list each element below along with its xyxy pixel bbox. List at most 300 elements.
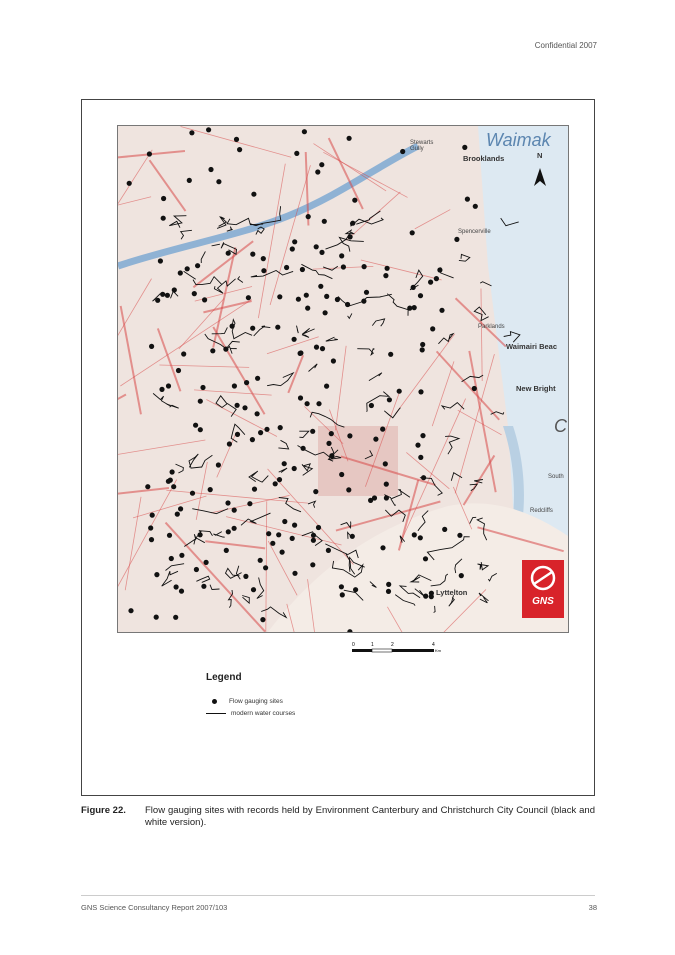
gauging-site-marker xyxy=(430,326,435,331)
label-stewarts-gully: Stewarts Gully xyxy=(410,140,434,152)
gauging-site-marker xyxy=(160,292,165,297)
gauging-site-marker xyxy=(411,285,416,290)
gauging-site-marker xyxy=(250,326,255,331)
gauging-site-marker xyxy=(250,437,255,442)
gauging-site-marker xyxy=(380,545,385,550)
water-course xyxy=(278,440,288,449)
gauging-site-marker xyxy=(170,469,175,474)
footer-divider xyxy=(81,895,595,896)
water-course xyxy=(326,337,338,341)
label-spencerville: Spencerville xyxy=(458,229,491,235)
gauging-site-marker xyxy=(223,347,228,352)
gauging-site-marker xyxy=(310,562,315,567)
gauging-site-marker xyxy=(127,181,132,186)
gauging-site-marker xyxy=(176,368,181,373)
gauging-site-marker xyxy=(216,179,221,184)
scale-unit: Km xyxy=(435,648,441,653)
gauging-site-marker xyxy=(225,500,230,505)
scale-bar xyxy=(352,639,442,657)
gauging-site-marker xyxy=(331,358,336,363)
gauging-site-marker xyxy=(294,151,299,156)
gauging-site-marker xyxy=(251,587,256,592)
gauging-site-marker xyxy=(261,268,266,273)
confidential-label: Confidential 2007 xyxy=(534,41,597,50)
gauging-site-marker xyxy=(292,466,297,471)
gauging-site-marker xyxy=(242,405,247,410)
water-course xyxy=(302,328,315,337)
gauging-site-marker xyxy=(296,297,301,302)
water-course xyxy=(339,237,363,251)
gauging-site-marker xyxy=(305,401,310,406)
gauging-site-marker xyxy=(362,264,367,269)
gauging-site-marker xyxy=(244,380,249,385)
gauging-site-marker xyxy=(311,533,316,538)
gauging-site-marker xyxy=(352,198,357,203)
gauging-site-marker xyxy=(234,137,239,142)
gauging-site-marker xyxy=(473,204,478,209)
road-segment xyxy=(203,301,251,312)
gauging-site-marker xyxy=(292,337,297,342)
gauging-site-marker xyxy=(179,553,184,558)
gauging-site-marker xyxy=(326,548,331,553)
gauging-site-marker xyxy=(224,548,229,553)
water-course xyxy=(462,375,484,382)
water-course xyxy=(350,218,383,226)
road-segment xyxy=(415,210,450,229)
gauging-site-marker xyxy=(326,441,331,446)
gauging-site-marker xyxy=(290,246,295,251)
water-course xyxy=(257,578,264,599)
gauging-site-marker xyxy=(189,130,194,135)
gauging-site-marker xyxy=(373,437,378,442)
gauging-site-marker xyxy=(201,584,206,589)
label-parklands: Parklands xyxy=(478,324,505,330)
gauging-site-marker xyxy=(165,293,170,298)
gauging-site-marker xyxy=(187,178,192,183)
gauging-site-marker xyxy=(161,216,166,221)
label-north: N xyxy=(537,151,543,160)
water-course xyxy=(254,326,271,336)
gauging-site-marker xyxy=(154,615,159,620)
gauging-site-marker xyxy=(302,129,307,134)
water-course xyxy=(459,254,470,261)
gauging-site-marker xyxy=(347,433,352,438)
road-segment xyxy=(361,260,442,280)
gauging-site-marker xyxy=(420,342,425,347)
water-course xyxy=(249,471,268,482)
water-course xyxy=(387,294,408,316)
water-course xyxy=(189,454,202,468)
legend-item-water-courses xyxy=(206,707,386,719)
gauging-site-marker xyxy=(280,550,285,555)
gauging-site-marker xyxy=(412,532,417,537)
water-course xyxy=(238,276,243,282)
dot-icon xyxy=(212,699,217,704)
gauging-site-marker xyxy=(284,265,289,270)
gauging-site-marker xyxy=(210,348,215,353)
road-segment xyxy=(432,361,454,426)
gauging-site-marker xyxy=(298,351,303,356)
water-course xyxy=(196,576,209,582)
gauging-site-marker xyxy=(385,266,390,271)
gauging-site-marker xyxy=(235,432,240,437)
road-segment xyxy=(268,541,297,595)
gauging-site-marker xyxy=(260,617,265,622)
gauging-site-marker xyxy=(169,556,174,561)
scale-tick-2: 2 xyxy=(391,642,394,648)
gauging-site-marker xyxy=(350,221,355,226)
legend-item-gauging-sites xyxy=(206,695,386,707)
water-course xyxy=(299,431,309,437)
gauging-site-marker xyxy=(454,237,459,242)
gauging-site-marker xyxy=(384,495,389,500)
gauging-site-marker xyxy=(175,512,180,517)
caption-label: Figure 22. xyxy=(81,805,126,816)
water-course xyxy=(181,230,192,239)
label-new-brighton: New Bright xyxy=(516,384,556,393)
gauging-site-marker xyxy=(178,506,183,511)
gauging-site-marker xyxy=(277,477,282,482)
gauging-site-marker xyxy=(410,230,415,235)
road-segment xyxy=(270,165,310,305)
water-course xyxy=(242,596,249,604)
gauging-site-marker xyxy=(185,266,190,271)
water-course xyxy=(213,532,224,538)
water-course xyxy=(308,501,315,508)
gauging-site-marker xyxy=(346,487,351,492)
gauging-site-marker xyxy=(264,427,269,432)
scale-tick-1: 1 xyxy=(371,642,374,648)
water-course xyxy=(279,468,287,472)
water-course xyxy=(309,364,318,372)
gauging-site-marker xyxy=(418,535,423,540)
gauging-site-marker xyxy=(159,387,164,392)
water-course xyxy=(217,217,226,229)
waimakariri-river xyxy=(118,146,418,266)
gauging-site-marker xyxy=(147,151,152,156)
caption-text: Flow gauging sites with records held by Environment Canterbury and Christchurch City Council (black and white version). xyxy=(145,805,595,828)
gauging-site-marker xyxy=(421,475,426,480)
gauging-site-marker xyxy=(311,538,316,543)
gauging-site-marker xyxy=(415,443,420,448)
gauging-site-marker xyxy=(166,479,171,484)
gauging-site-marker xyxy=(266,531,271,536)
gns-emblem-icon xyxy=(522,560,564,596)
water-course xyxy=(176,464,184,473)
gauging-site-marker xyxy=(148,525,153,530)
gauging-site-marker xyxy=(383,461,388,466)
road-segment xyxy=(217,434,236,478)
road-segment xyxy=(481,288,482,381)
gauging-site-marker xyxy=(418,389,423,394)
gauging-site-marker xyxy=(149,537,154,542)
gauging-site-marker xyxy=(319,162,324,167)
gauging-site-marker xyxy=(277,294,282,299)
gauging-site-marker xyxy=(298,395,303,400)
gauging-site-marker xyxy=(316,525,321,530)
road-segment xyxy=(329,138,363,209)
legend xyxy=(206,672,386,719)
legend-label: modern water courses xyxy=(231,709,296,717)
gauging-site-marker xyxy=(128,608,133,613)
gauging-site-marker xyxy=(314,244,319,249)
road-segment xyxy=(205,541,265,548)
gauging-site-marker xyxy=(320,346,325,351)
gauging-site-marker xyxy=(319,250,324,255)
gauging-site-marker xyxy=(190,491,195,496)
water-course xyxy=(261,607,286,618)
gauging-site-marker xyxy=(423,556,428,561)
gauging-site-marker xyxy=(457,533,462,538)
gauging-site-marker xyxy=(380,427,385,432)
water-course xyxy=(357,349,374,355)
gauging-site-marker xyxy=(442,527,447,532)
road-segment xyxy=(118,197,151,218)
gauging-site-marker xyxy=(400,149,405,154)
gauging-site-marker xyxy=(350,534,355,539)
gauging-site-marker xyxy=(437,267,442,272)
road-segment xyxy=(158,328,181,391)
water-course xyxy=(162,571,178,586)
gauging-site-marker xyxy=(193,423,198,428)
gauging-site-marker xyxy=(387,397,392,402)
gauging-site-marker xyxy=(386,589,391,594)
gauging-site-marker xyxy=(322,219,327,224)
road-segment xyxy=(213,327,264,414)
gauging-site-marker xyxy=(202,297,207,302)
gauging-site-marker xyxy=(173,615,178,620)
gauging-site-marker xyxy=(232,508,237,513)
gauging-site-marker xyxy=(314,345,319,350)
gauging-site-marker xyxy=(472,386,477,391)
road-segment xyxy=(395,334,454,414)
road-segment xyxy=(121,306,141,414)
gauging-site-marker xyxy=(339,253,344,258)
water-course xyxy=(326,230,354,249)
gauging-site-marker xyxy=(208,487,213,492)
gauging-site-marker xyxy=(172,287,177,292)
road-segment xyxy=(193,241,253,287)
gauging-site-marker xyxy=(232,526,237,531)
water-course xyxy=(232,320,252,339)
gauging-site-marker xyxy=(181,351,186,356)
gauging-site-marker xyxy=(335,297,340,302)
gauging-site-marker xyxy=(270,541,275,546)
water-course xyxy=(372,319,384,326)
gauging-site-marker xyxy=(171,484,176,489)
line-icon xyxy=(206,713,226,714)
gauging-site-marker xyxy=(154,572,159,577)
label-waimak: Waimak xyxy=(486,130,551,150)
gauging-site-marker xyxy=(261,256,266,261)
gauging-site-marker xyxy=(166,383,171,388)
water-course xyxy=(210,585,220,590)
gauging-site-marker xyxy=(339,584,344,589)
water-course xyxy=(241,513,271,525)
gauging-site-marker xyxy=(246,295,251,300)
gauging-site-marker xyxy=(252,487,257,492)
gauging-site-marker xyxy=(439,308,444,313)
gauging-site-marker xyxy=(386,582,391,587)
water-course xyxy=(251,271,293,277)
gauging-site-marker xyxy=(178,270,183,275)
gauging-site-marker xyxy=(251,192,256,197)
gauging-site-marker xyxy=(345,302,350,307)
gauging-site-marker xyxy=(167,533,172,538)
gauging-site-marker xyxy=(428,280,433,285)
road-segment xyxy=(120,299,251,386)
road-segment xyxy=(166,523,265,632)
gauging-site-marker xyxy=(465,197,470,202)
gauging-site-marker xyxy=(300,267,305,272)
gauging-site-marker xyxy=(204,560,209,565)
gauging-site-marker xyxy=(255,411,260,416)
gauging-site-marker xyxy=(282,461,287,466)
road-segment xyxy=(179,299,224,350)
gauging-site-marker xyxy=(232,383,237,388)
gauging-site-marker xyxy=(276,532,281,537)
gauging-site-marker xyxy=(418,455,423,460)
gauging-site-marker xyxy=(383,273,388,278)
gauging-site-marker xyxy=(149,344,154,349)
water-course xyxy=(480,282,491,286)
gauging-site-marker xyxy=(348,234,353,239)
legend-title: Legend xyxy=(206,672,242,683)
gauging-site-marker xyxy=(324,294,329,299)
water-course xyxy=(267,373,293,386)
label-waimairi-beach: Waimairi Beac xyxy=(506,342,557,351)
gauging-site-marker xyxy=(247,501,252,506)
gauging-site-marker xyxy=(310,429,315,434)
water-course xyxy=(297,326,299,334)
water-course xyxy=(212,244,220,246)
water-course xyxy=(166,564,185,571)
gauging-site-marker xyxy=(263,565,268,570)
gauging-site-marker xyxy=(353,587,358,592)
gauging-site-marker xyxy=(292,571,297,576)
label-c: C xyxy=(554,416,567,436)
gauging-site-marker xyxy=(235,403,240,408)
gauging-site-marker xyxy=(206,127,211,132)
gauging-site-marker xyxy=(420,433,425,438)
gauging-site-marker xyxy=(315,169,320,174)
label-redcliffs: Redcliffs xyxy=(530,508,553,514)
gauging-site-marker xyxy=(158,258,163,263)
water-course xyxy=(302,464,312,476)
map-graphic xyxy=(118,126,568,632)
water-course xyxy=(348,313,352,318)
gauging-site-marker xyxy=(384,482,389,487)
water-course xyxy=(310,412,344,427)
logo-text: GNS xyxy=(532,596,554,607)
gauging-site-marker xyxy=(255,376,260,381)
water-course xyxy=(236,566,240,579)
gauging-site-marker xyxy=(305,306,310,311)
gauging-site-marker xyxy=(397,389,402,394)
gauging-site-marker xyxy=(329,453,334,458)
legend-label: Flow gauging sites xyxy=(229,697,283,705)
gauging-site-marker xyxy=(250,252,255,257)
gauging-site-marker xyxy=(341,264,346,269)
gauging-site-marker xyxy=(304,293,309,298)
road-segment xyxy=(194,390,272,395)
water-course xyxy=(153,393,170,405)
gauging-site-marker xyxy=(243,574,248,579)
water-course xyxy=(369,373,382,381)
gauging-site-marker xyxy=(198,399,203,404)
gauging-site-marker xyxy=(292,239,297,244)
gauging-site-marker xyxy=(340,592,345,597)
gauging-site-marker xyxy=(347,136,352,141)
scale-tick-4: 4 xyxy=(432,642,435,648)
label-south: South xyxy=(548,474,564,480)
gauging-site-marker xyxy=(282,519,287,524)
gauging-site-marker xyxy=(198,532,203,537)
road-segment xyxy=(149,160,185,211)
gauging-site-marker xyxy=(423,594,428,599)
gauging-site-marker xyxy=(230,324,235,329)
gauging-site-marker xyxy=(324,384,329,389)
gauging-site-marker xyxy=(194,567,199,572)
gauging-site-marker xyxy=(306,214,311,219)
gauging-site-marker xyxy=(329,431,334,436)
gauging-site-marker xyxy=(179,589,184,594)
gauging-site-marker xyxy=(216,462,221,467)
gauging-site-marker xyxy=(429,591,434,596)
footer-page-number: 38 xyxy=(588,903,597,912)
gauging-site-marker xyxy=(198,427,203,432)
gauging-site-marker xyxy=(174,584,179,589)
gauging-site-marker xyxy=(208,167,213,172)
gauging-site-marker xyxy=(145,484,150,489)
gauging-site-marker xyxy=(273,481,278,486)
water-course xyxy=(367,392,389,412)
road-segment xyxy=(118,440,205,464)
gauging-site-marker xyxy=(407,306,412,311)
gauging-site-marker xyxy=(316,401,321,406)
gauging-site-marker xyxy=(361,299,366,304)
gauging-site-marker xyxy=(258,430,263,435)
gauging-site-marker xyxy=(292,523,297,528)
gauging-site-marker xyxy=(161,196,166,201)
gauging-site-marker xyxy=(369,403,374,408)
road-segment xyxy=(125,497,141,590)
water-course xyxy=(169,216,186,228)
gauging-site-marker xyxy=(150,513,155,518)
figure-caption xyxy=(81,805,595,829)
gauging-site-marker xyxy=(290,536,295,541)
gauging-site-marker xyxy=(195,263,200,268)
label-brooklands: Brooklands xyxy=(463,154,505,163)
gauging-site-marker xyxy=(227,441,232,446)
gauging-site-marker xyxy=(313,489,318,494)
gauging-site-marker xyxy=(364,290,369,295)
flow-gauging-map xyxy=(117,125,569,633)
gns-logo xyxy=(522,560,564,618)
road-segment xyxy=(335,346,346,431)
gauging-site-marker xyxy=(155,298,160,303)
gauging-site-marker xyxy=(237,147,242,152)
scale-tick-0: 0 xyxy=(352,642,355,648)
footer-report: GNS Science Consultancy Report 2007/103 xyxy=(81,903,228,912)
gauging-site-marker xyxy=(323,310,328,315)
road-segment xyxy=(118,395,126,461)
water-course xyxy=(301,264,332,278)
gauging-site-marker xyxy=(412,305,417,310)
gauging-site-marker xyxy=(459,573,464,578)
gauging-site-marker xyxy=(278,425,283,430)
gauging-site-marker xyxy=(388,352,393,357)
